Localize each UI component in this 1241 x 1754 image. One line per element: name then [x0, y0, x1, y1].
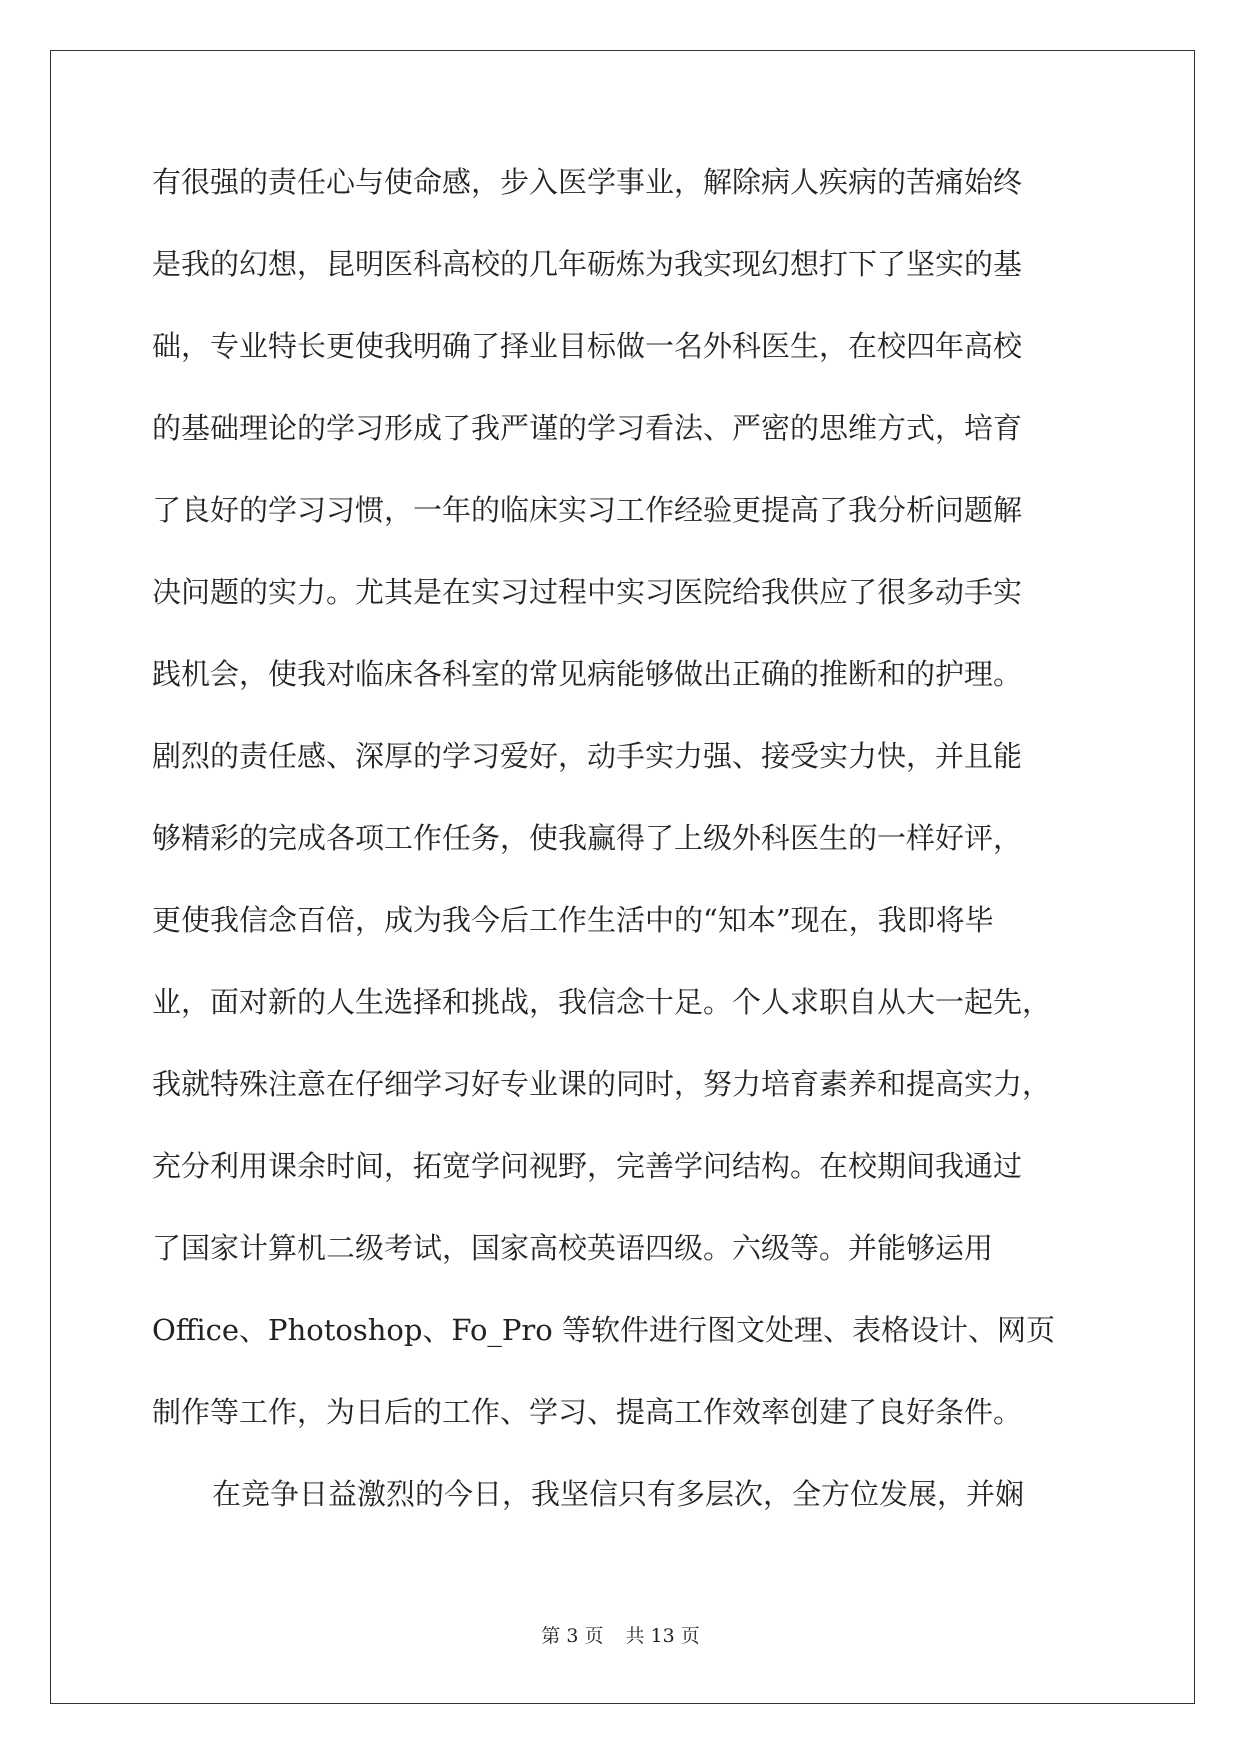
- text-line: 是我的幻想，昆明医科高校的几年砺炼为我实现幻想打下了坚实的基: [152, 247, 1023, 281]
- body-text: [152, 162, 1117, 1556]
- text-line: 的基础理论的学习形成了我严谨的学习看法、严密的思维方式，培育: [152, 411, 1023, 445]
- text-line: 够精彩的完成各项工作任务，使我赢得了上级外科医生的一样好评，: [152, 821, 1023, 855]
- paragraph-first-line: 在竞争日益激烈的今日，我坚信只有多层次，全方位发展，并娴: [212, 1477, 1025, 1511]
- text-line: 础，专业特长更使我明确了择业目标做一名外科医生，在校四年高校: [152, 329, 1023, 363]
- text-line: 有很强的责任心与使命感，步入医学事业，解除病人疾病的苦痛始终: [152, 165, 1023, 199]
- text-line: 了国家计算机二级考试，国家高校英语四级。六级等。并能够运用: [152, 1231, 994, 1265]
- text-line: 更使我信念百倍，成为我今后工作生活中的“知本”现在，我即将毕: [152, 903, 994, 937]
- text-line: Office、Photoshop、Fo_Pro 等软件进行图文处理、表格设计、网页: [152, 1313, 1055, 1347]
- text-line: 决问题的实力。尤其是在实习过程中实习医院给我供应了很多动手实: [152, 575, 1023, 609]
- text-line: 践机会，使我对临床各科室的常见病能够做出正确的推断和的护理。: [152, 657, 1023, 691]
- text-line: 我就特殊注意在仔细学习好专业课的同时，努力培育素养和提高实力，: [152, 1067, 1052, 1101]
- page-total: 共 13 页: [625, 1625, 700, 1647]
- text-line: 剧烈的责任感、深厚的学习爱好，动手实力强、接受实力快，并且能: [152, 739, 1023, 773]
- page-footer: [0, 1621, 1241, 1648]
- text-line: 制作等工作，为日后的工作、学习、提高工作效率创建了良好条件。: [152, 1395, 1023, 1429]
- text-line: 充分利用课余时间，拓宽学问视野，完善学问结构。在校期间我通过: [152, 1149, 1023, 1183]
- text-line: 业，面对新的人生选择和挑战，我信念十足。个人求职自从大一起先，: [152, 985, 1052, 1019]
- page-number: 第 3 页: [541, 1625, 604, 1647]
- text-line: 了良好的学习习惯，一年的临床实习工作经验更提高了我分析问题解: [152, 493, 1023, 527]
